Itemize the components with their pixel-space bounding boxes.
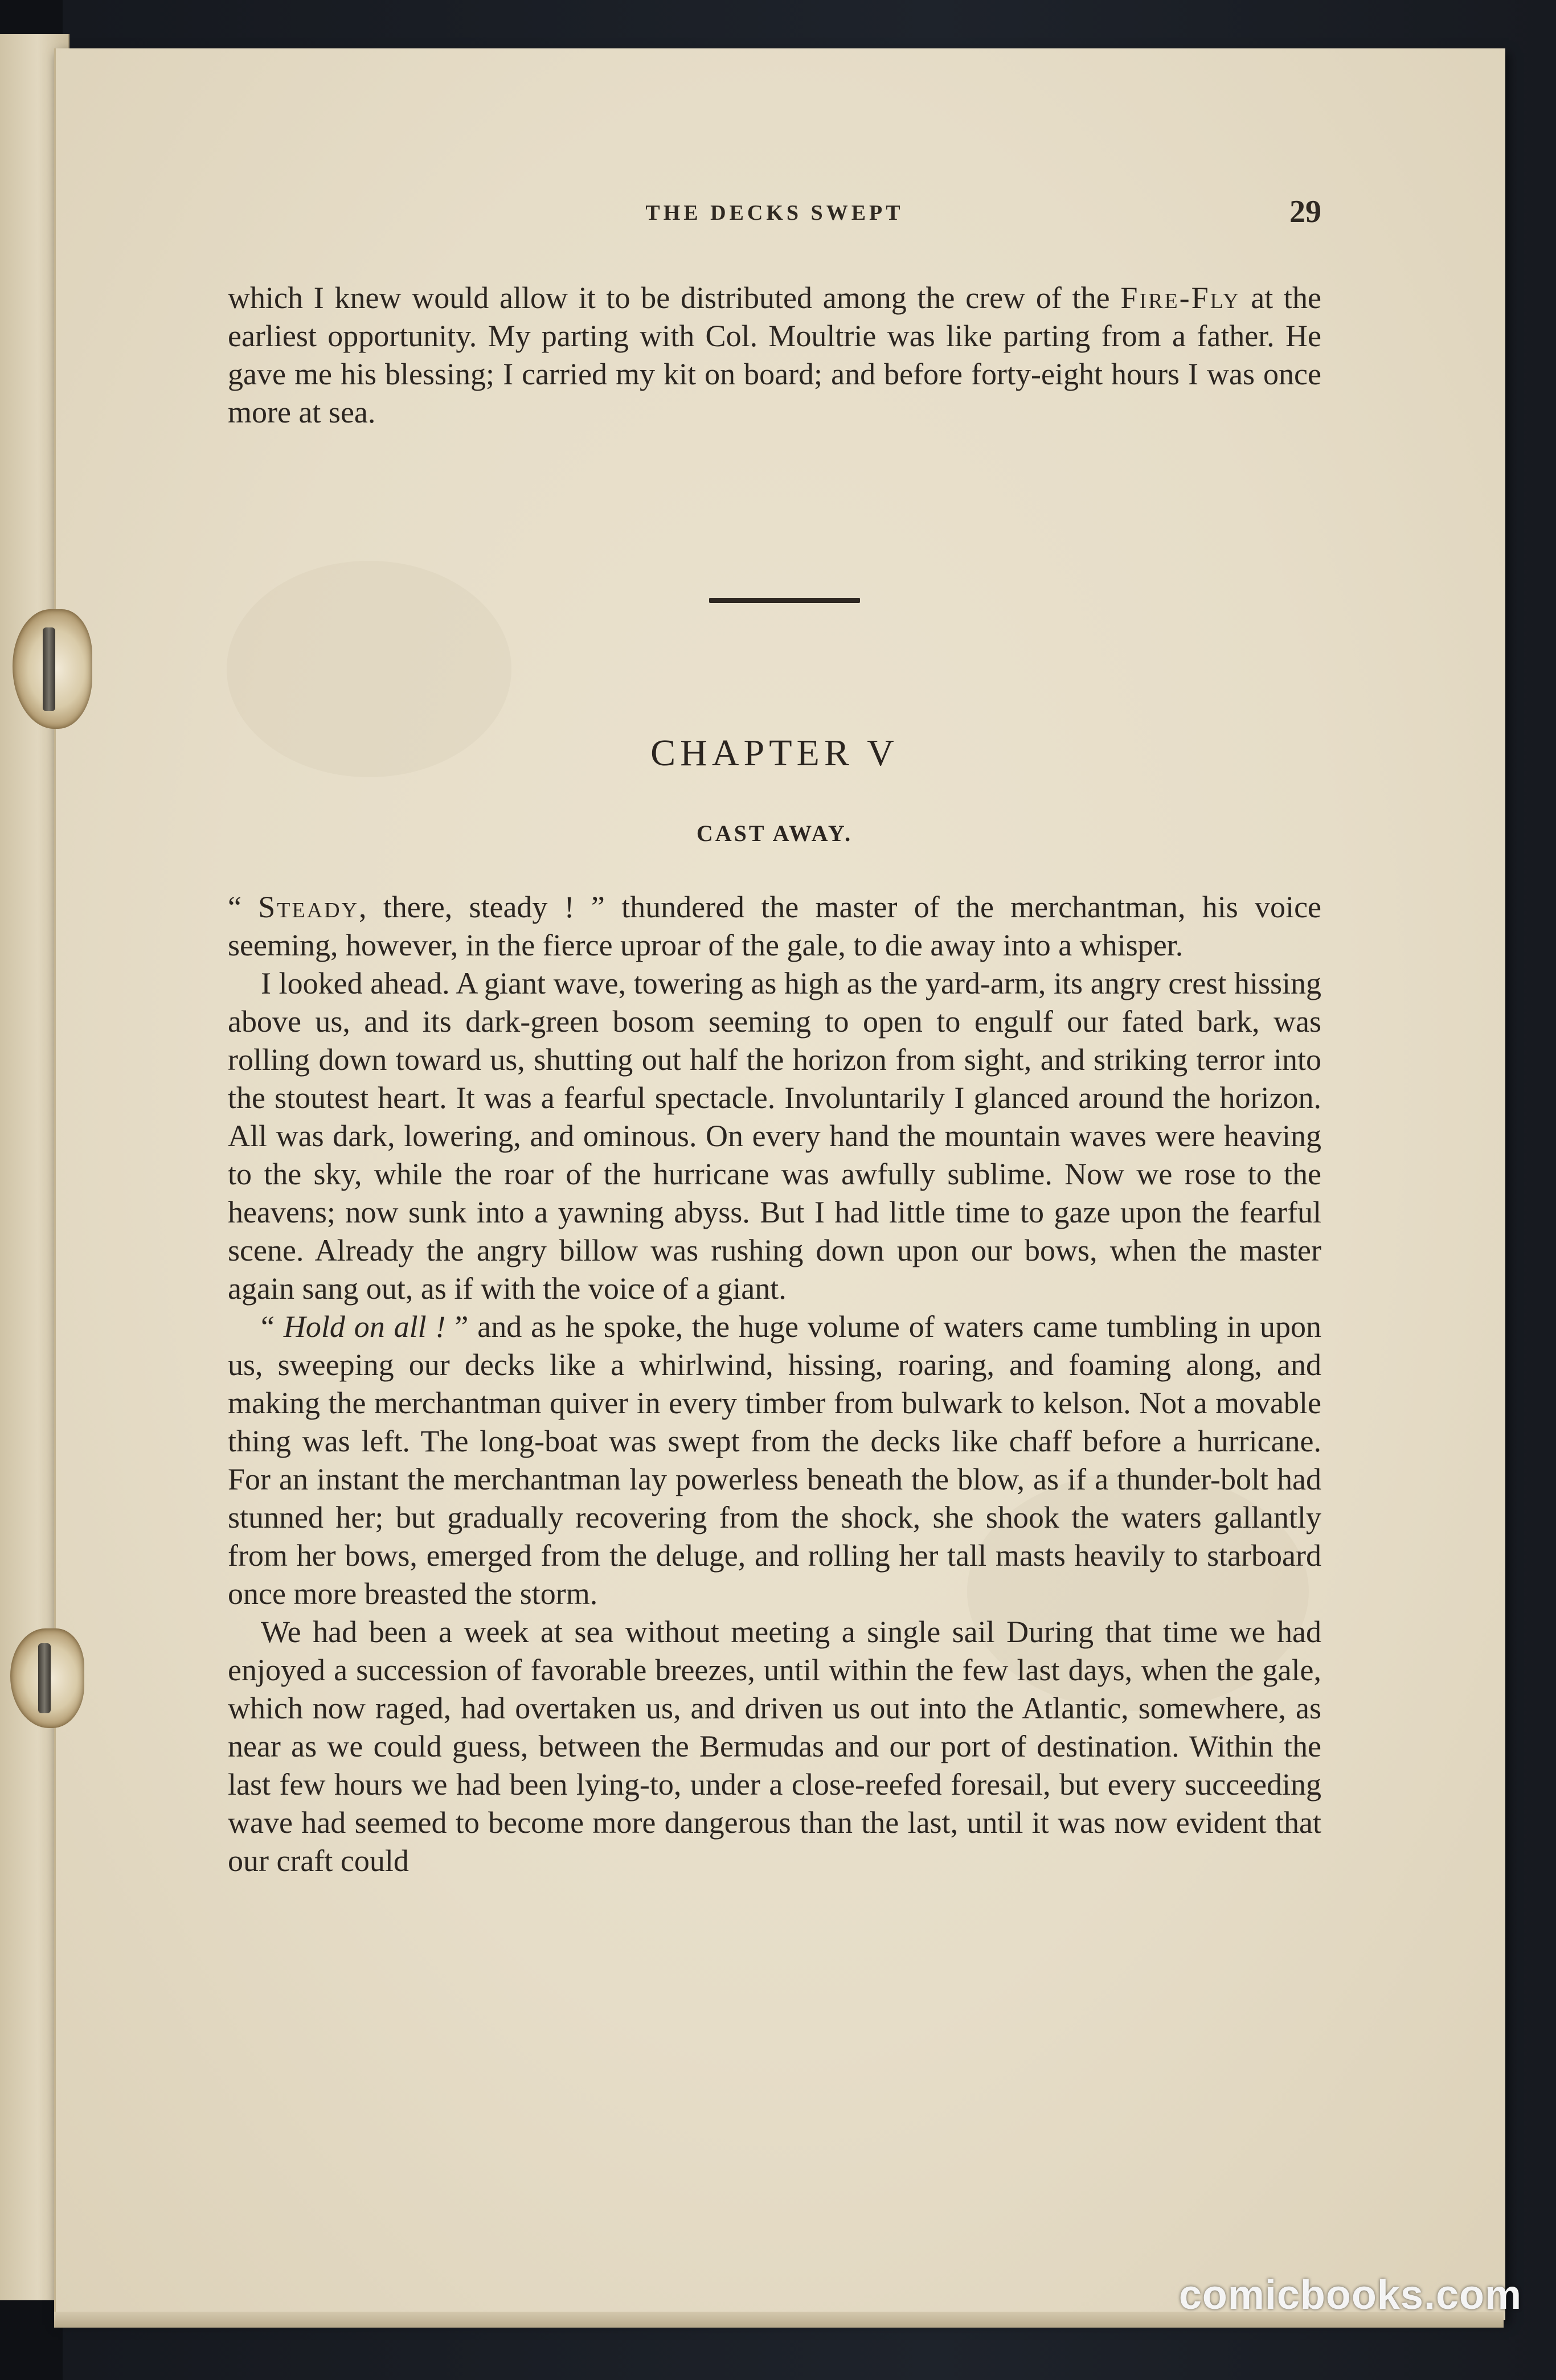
page-number: 29 — [1289, 194, 1321, 229]
binding-staple-hole-upper — [13, 609, 92, 729]
opening-word: Steady — [258, 890, 359, 924]
text-span: “ — [261, 1310, 284, 1344]
paragraph-3 — [228, 1308, 1321, 1613]
chapter-body — [228, 888, 1321, 1880]
section-divider — [709, 598, 860, 603]
ship-name: Fire-Fly — [1120, 281, 1240, 315]
running-head — [228, 194, 1321, 233]
staple-icon — [43, 627, 55, 711]
paragraph-2: I looked ahead. A giant wave, towering as high as the yard-arm, its angry crest hissing above us, and its dark-green bosom seeming to open to engulf our fated bark, was rolling down toward us, shutting out half the horizon from sight, and striking terror into the stoutest heart. It was a fearful spectacle. Involuntarily I glanced around the horizon. All was dark, lowering, and ominous. On every hand the mountain waves were heaving to the sky, while the roar of the hurricane was awfully sublime. Now we rose to the heavens; now sunk into a yawning abyss. But I had little time to gaze upon the fearful scene. Already the angry billow was rushing down upon our bows, when the master again sang out, as if with the voice of a giant. — [228, 966, 1321, 1306]
italic-exclamation: Hold on all ! — [283, 1310, 446, 1344]
opening-paragraph — [228, 279, 1321, 432]
text-span: “ — [228, 890, 259, 924]
chapter-subtitle: CAST AWAY. — [696, 820, 853, 846]
site-watermark: comicbooks.com — [1178, 2272, 1522, 2318]
staple-icon — [38, 1643, 51, 1713]
paragraph-4: We had been a week at sea without meeting a single sail During that time we had enjoyed a succession of favorable breezes, until within the few last days, when the gale, which now raged, had overtaken us, and driven us out into the Atlantic, somewhere, as near as we could guess, between the Bermudas and our port of destination. Within the last few hours we had been lying-to, under a close-reefed foresail, but every succeeding wave had seemed to become more dangerous than the last, until it was now evident that our craft could — [228, 1615, 1321, 1878]
text-span: which I knew would allow it to be distributed among the crew of the — [228, 281, 1121, 315]
text-span: ” and as he spoke, the huge volume of waters came tumbling in upon us, sweeping our decks like a whirlwind, hissing, roaring, and foaming along, and making the merchantman quiver in every timber from bulwark to kelson. Not a movable thing was left. The long-boat was swept from the decks like chaff before a hurricane. For an instant the merchantman lay powerless beneath the blow, as if a thunder-bolt had stunned her; but gradually recovering from the shock, she shook the waters gallantly from her bows, emerged from the deluge, and rolling her tall masts heavily to starboard once more breasted the storm. — [228, 1310, 1321, 1611]
text-span: , there, steady ! ” thundered the master of the merchantman, his voice seeming, however, in the fierce uproar of the gale, to die away into a whisper. — [228, 890, 1322, 962]
paragraph-continued — [228, 279, 1321, 432]
text-span: at the earliest opportunity. My parting with Col. Moultrie was like parting from a father. He gave me his blessing; I carried my kit on board; and before forty-eight hours I was once more at sea. — [228, 281, 1321, 429]
paragraph-1 — [228, 888, 1321, 965]
running-title: THE DECKS SWEPT — [645, 201, 904, 225]
chapter-title: CHAPTER V — [650, 732, 899, 774]
binding-staple-hole-lower — [10, 1628, 84, 1728]
